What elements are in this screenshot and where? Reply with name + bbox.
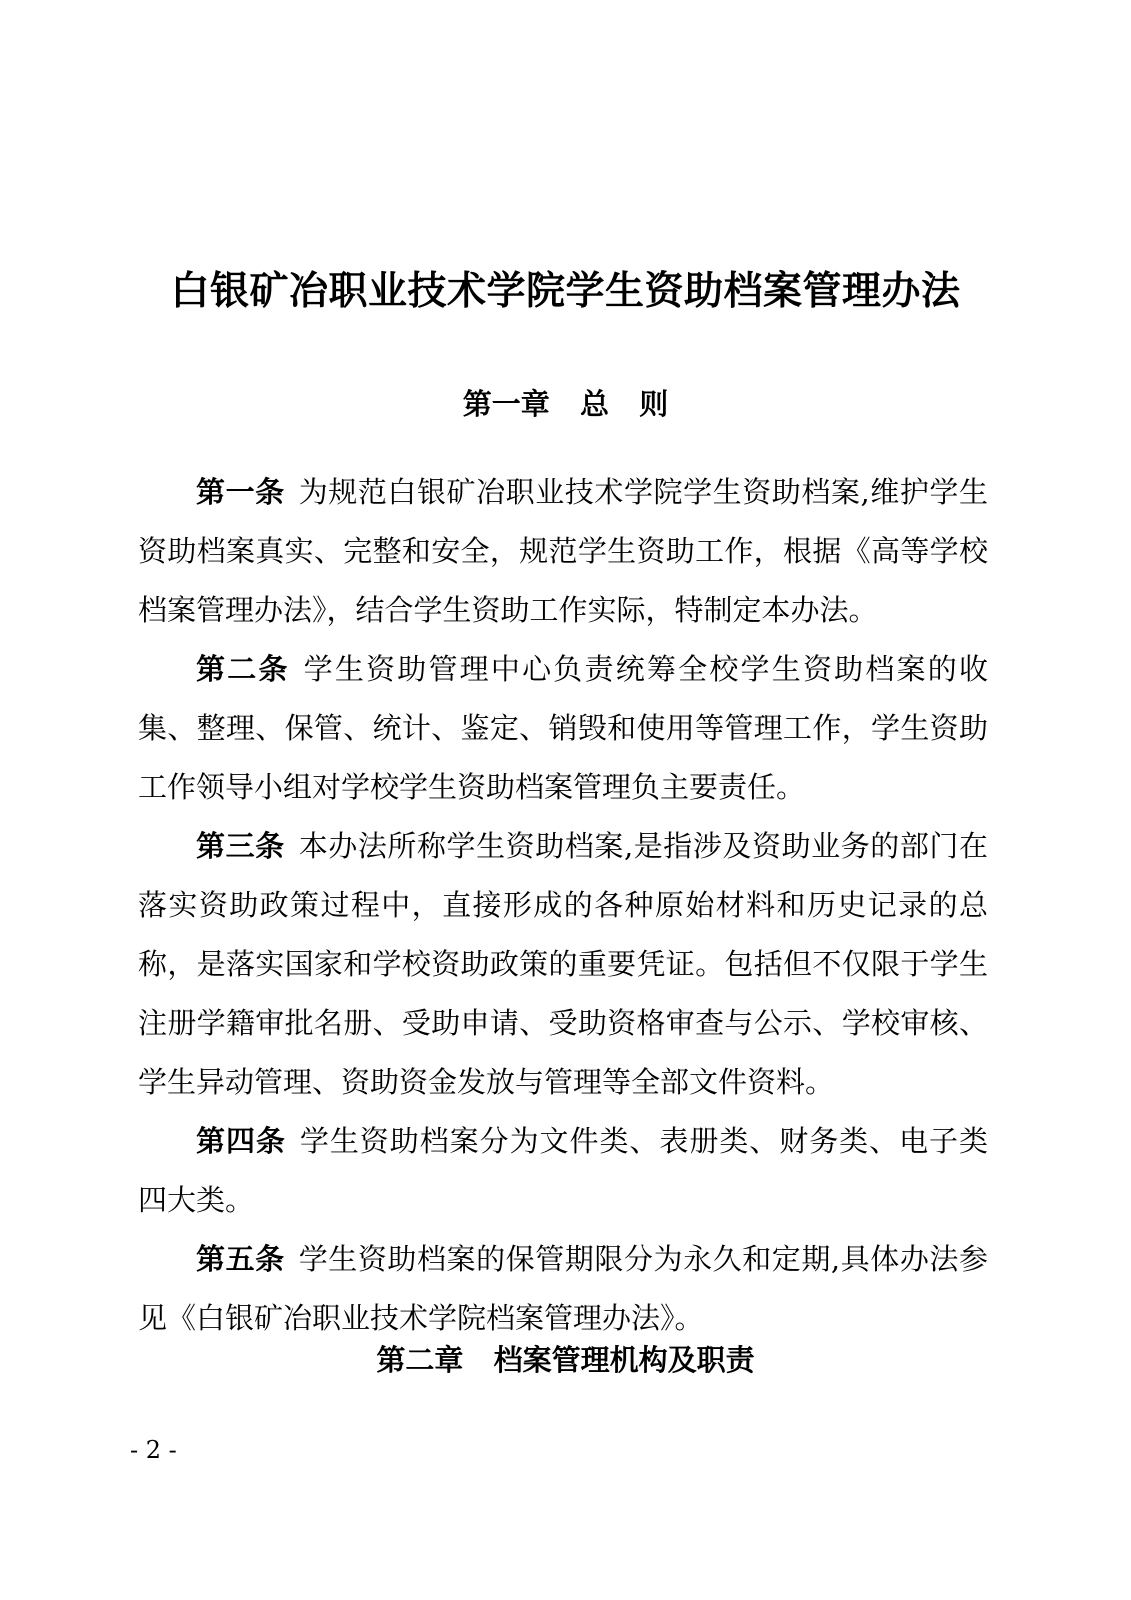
article-1 bbox=[138, 463, 988, 640]
article-text: 学生资助档案的保管期限分为永久和定期,具体办法参见《白银矿冶职业技术学院档案管理办法》。 bbox=[138, 1242, 988, 1335]
article-text: 为规范白银矿冶职业技术学院学生资助档案,维护学生资助档案真实、完整和安全，规范学生资助工作，根据《高等学校档案管理办法》，结合学生资助工作实际，特制定本办法。 bbox=[138, 475, 988, 627]
article-text: 学生资助档案分为文件类、表册类、财务类、电子类四大类。 bbox=[138, 1124, 988, 1217]
chapter-heading-1: 第一章 总 则 bbox=[462, 387, 669, 421]
page-number: - 2 - bbox=[130, 1436, 177, 1464]
article-4 bbox=[138, 1112, 988, 1230]
article-5 bbox=[138, 1230, 988, 1348]
article-label: 第二条 bbox=[196, 652, 290, 686]
article-text: 学生资助管理中心负责统筹全校学生资助档案的收集、整理、保管、统计、鉴定、销毁和使用等管理工作，学生资助工作领导小组对学校学生资助档案管理负主要责任。 bbox=[138, 652, 988, 804]
document-body bbox=[138, 463, 988, 1348]
document-title: 白银矿冶职业技术学院学生资助档案管理办法 bbox=[170, 269, 961, 314]
article-text: 本办法所称学生资助档案,是指涉及资助业务的部门在落实资助政策过程中，直接形成的各种原始材料和历史记录的总称，是落实国家和学校资助政策的重要凭证。包括但不仅限于学生注册学籍审批名册、受助申请、受助资格审查与公示、学校审核、学生异动管理、资助资金发放与管理等全部文件资料。 bbox=[138, 829, 988, 1099]
article-label: 第五条 bbox=[196, 1242, 285, 1276]
article-2 bbox=[138, 640, 988, 817]
article-label: 第四条 bbox=[196, 1124, 286, 1158]
article-3 bbox=[138, 817, 988, 1112]
article-label: 第一条 bbox=[196, 475, 285, 509]
article-label: 第三条 bbox=[196, 829, 285, 863]
chapter-heading-2: 第二章 档案管理机构及职责 bbox=[376, 1343, 755, 1377]
